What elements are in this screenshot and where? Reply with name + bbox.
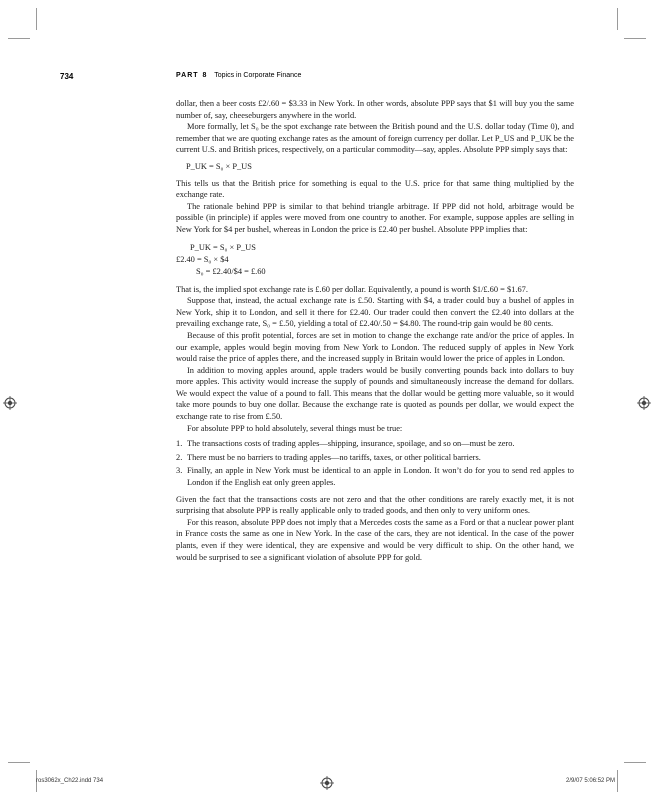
list-number: 2. <box>176 452 183 462</box>
crop-mark <box>8 762 30 763</box>
paragraph: Given the fact that the transactions costs are not zero and that the other conditions are rarely exactly met, it is not surprising that absolute PPP is really applicable only to traded goods, and then only to very uniform ones. <box>176 494 574 516</box>
equation-line: £2.40 = S₀ × $4 <box>176 254 229 264</box>
paragraph: dollar, then a beer costs £2/.60 = $3.33 in New York. In other words, absolute PPP says that $1 will buy you the same number of, say, cheeseburgers anywhere in the world. <box>176 99 574 120</box>
timestamp-slug: 2/9/07 5:06:52 PM <box>566 778 616 784</box>
list-text: The transactions costs of trading apples—shipping, insurance, spoilage, and so on—must be zero. <box>187 439 515 449</box>
list-text: Finally, an apple in New York must be identical to an apple in London. It won’t do for you to send red apples to London if the English eat only green apples. <box>187 466 574 488</box>
list-text: There must be no barriers to trading apples—no tariffs, taxes, or other political barriers. <box>187 452 481 462</box>
list-number: 1. <box>176 439 183 449</box>
paragraph: In addition to moving apples around, apple traders would be busily converting pounds back into dollars to buy more apples. This activity would increase the supply of pounds and simultaneously increase the demand for dollars. We would expect the value of a pound to fall. This means that the dollar would be getting more valuable, so it would take more pounds to buy one dollar. Because the exchange rate is quoted as pounds per dollar, we would expect the exchange rate to rise from £.50. <box>176 365 574 422</box>
crop-mark <box>36 8 37 30</box>
paragraph: Suppose that, instead, the actual exchange rate is £.50. Starting with $4, a trader could buy a bushel of apples in New York, ship it to London, and sell it there for £2.40. Our trader could then convert the £2.40 into dollars at the prevailing exchange rate, S₀ = £.50, yielding a total of £2.40/.50 = $4.80. The round-trip gain would be 80 cents. <box>176 296 574 329</box>
list-item <box>176 438 574 450</box>
paragraph: This tells us that the British price for something is equal to the U.S. price for that same thing multiplied by the exchange rate. <box>176 178 574 200</box>
equation-block <box>176 242 574 278</box>
equation: P_UK = S₀ × P_US <box>186 161 252 171</box>
crop-mark <box>8 38 30 39</box>
crop-mark <box>617 8 618 30</box>
registration-mark-icon <box>637 396 651 410</box>
paragraph: That is, the implied spot exchange rate is £.60 per dollar. Equivalently, a pound is worth $1/£.60 = $1.67. <box>176 284 528 294</box>
section-title: Topics in Corporate Finance <box>214 72 302 79</box>
crop-mark <box>617 770 618 792</box>
paragraph: The rationale behind PPP is similar to that behind triangle arbitrage. If PPP did not hold, arbitrage would be possible (in principle) if apples were moved from one country to another. For example, suppose apples are selling in New York for $4 per bushel, whereas in London the price is £2.40 per bushel. Absolute PPP implies that: <box>176 201 574 234</box>
crop-mark <box>624 762 646 763</box>
list-item <box>176 465 574 488</box>
list-item <box>176 452 574 464</box>
conditions-list <box>176 438 574 488</box>
paragraph: For absolute PPP to hold absolutely, several things must be true: <box>187 423 403 433</box>
crop-mark <box>624 38 646 39</box>
registration-mark-icon <box>320 776 334 790</box>
paragraph: More formally, let S₀ be the spot exchange rate between the British pound and the U.S. dollar today (Time 0), and remember that we are quoting exchange rates as the amount of foreign currency per dollar. Let P_US and P_UK be the current U.S. and British prices, respectively, on a particular commodity—say, apples. Absolute PPP simply says that: <box>176 122 574 155</box>
equation-line: S₀ = £2.40/$4 = £.60 <box>196 266 266 276</box>
paragraph: Because of this profit potential, forces are set in motion to change the exchange rate and/or the price of apples. In our example, apples would begin moving from New York to London. The reduced supply of apples in New York would raise the price of apples there, and the increased supply in Britain would lower the price of apples in London. <box>176 330 574 364</box>
running-header <box>176 72 301 79</box>
page-number: 734 <box>60 72 74 81</box>
part-number: 8 <box>202 72 207 79</box>
page-body <box>176 98 574 563</box>
part-label: PART <box>176 72 199 79</box>
file-slug: ros3062x_Ch22.indd 734 <box>36 778 104 784</box>
registration-mark-icon <box>3 396 17 410</box>
list-number: 3. <box>176 466 183 476</box>
paragraph: For this reason, absolute PPP does not imply that a Mercedes costs the same as a Ford or that a nuclear power plant in France costs the same as one in New York. In the case of the cars, they are not identical. In the case of the power plants, even if they were identical, they are expensive and would be very difficult to ship. On the other hand, we would be surprised to see a significant violation of absolute PPP for gold. <box>176 517 574 562</box>
equation-line: P_UK = S₀ × P_US <box>190 242 256 252</box>
